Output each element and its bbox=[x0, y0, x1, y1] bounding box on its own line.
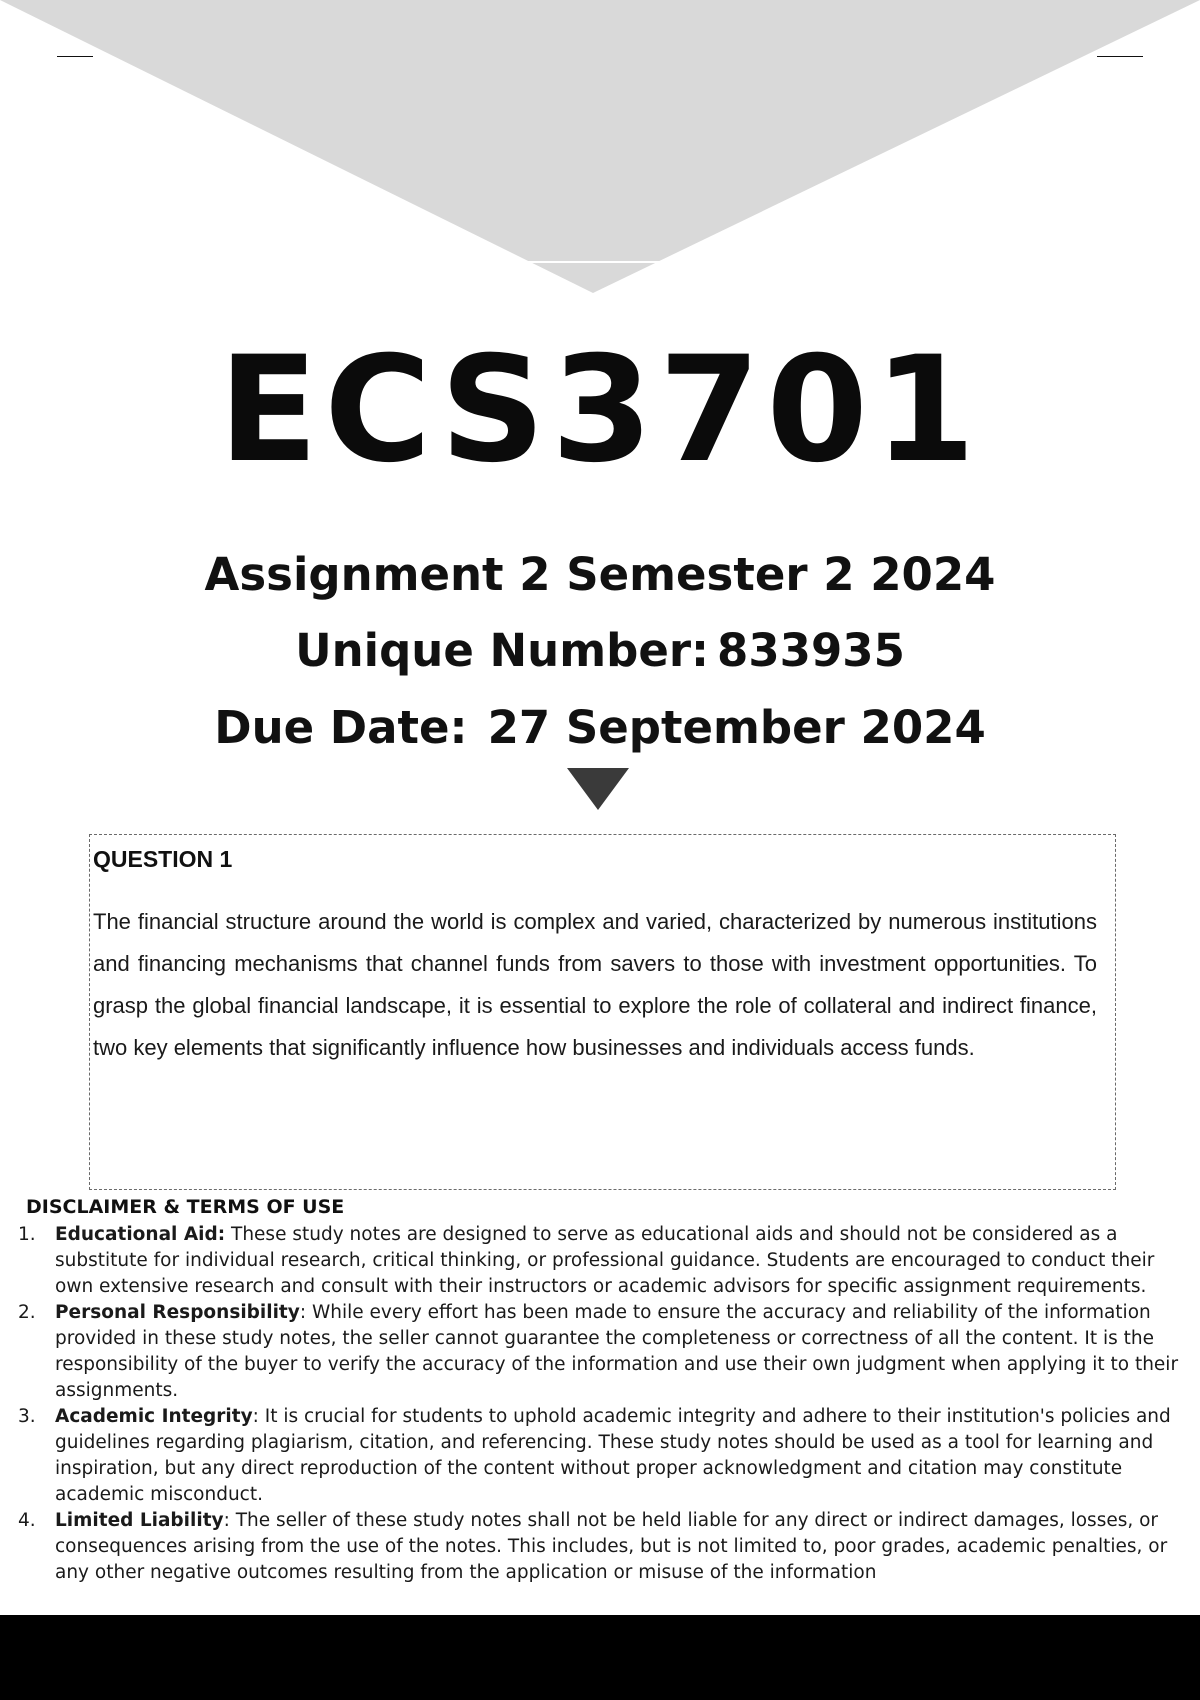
disclaimer-heading: DISCLAIMER & TERMS OF USE bbox=[26, 1196, 345, 1218]
question-body: The financial structure around the world is complex and varied, characterized by numerous institutions and financing mechanisms that channel funds from savers to those with investment opportunities. To grasp the global financial landscape, it is essential to explore the role of collateral and indirect finance, two key elements that significantly influence how businesses and individuals access funds. bbox=[93, 909, 1097, 1060]
unique-number-label: Unique Number: bbox=[295, 624, 710, 677]
disclaimer-item-text: : The seller of these study notes shall not be held liable for any direct or indirect damages, losses, or consequences arising from the use of the notes. This includes, but is not limited to, poor grades, academic penalties, or any other negative outcomes resulting from the application or misuse of the information bbox=[55, 1510, 1168, 1583]
corner-rule-left bbox=[57, 56, 93, 57]
disclaimer-list bbox=[18, 1222, 1188, 1586]
bottom-bar bbox=[0, 1615, 1200, 1700]
disclaimer-item-term: Educational Aid: bbox=[55, 1224, 226, 1245]
corner-rule-right bbox=[1097, 56, 1143, 57]
triangle-down-icon bbox=[567, 768, 629, 810]
disclaimer-section bbox=[18, 1195, 1188, 1586]
due-date-line bbox=[0, 698, 1200, 758]
due-date-label: Due Date: bbox=[214, 701, 468, 754]
due-date-value: 27 September 2024 bbox=[487, 701, 986, 754]
question-box bbox=[89, 834, 1116, 1190]
disclaimer-item-text: : While every effort has been made to ensure the accuracy and reliability of the information provided in these study notes, the seller cannot guarantee the completeness or correctness of all the content. It is the responsibility of the buyer to verify the accuracy of the information and use their own judgment when applying it to their assignments. bbox=[55, 1302, 1179, 1401]
header-chevron-banner bbox=[0, 0, 1200, 300]
disclaimer-item-term: Limited Liability bbox=[55, 1510, 224, 1531]
disclaimer-item-text: : It is crucial for students to uphold academic integrity and adhere to their institution's policies and guidelines regarding plagiarism, citation, and referencing. These study notes should be used as a tool for learning and inspiration, but any direct reproduction of the content without proper acknowledgment and citation may constitute academic misconduct. bbox=[55, 1406, 1171, 1505]
question-title: QUESTION 1 bbox=[93, 846, 233, 872]
course-code-title: ECS3701 bbox=[218, 325, 982, 495]
disclaimer-item-number: 3. bbox=[18, 1406, 36, 1427]
disclaimer-item bbox=[18, 1508, 1188, 1586]
disclaimer-item bbox=[18, 1300, 1188, 1404]
disclaimer-item bbox=[18, 1222, 1188, 1300]
disclaimer-item-number: 1. bbox=[18, 1224, 36, 1245]
disclaimer-item-term: Personal Responsibility bbox=[55, 1302, 300, 1323]
disclaimer-item-number: 2. bbox=[18, 1302, 36, 1323]
assignment-line: Assignment 2 Semester 2 2024 bbox=[204, 548, 996, 601]
disclaimer-item-number: 4. bbox=[18, 1510, 36, 1531]
unique-number-line bbox=[0, 621, 1200, 681]
unique-number-value: 833935 bbox=[717, 624, 905, 677]
disclaimer-item-text: These study notes are designed to serve as educational aids and should not be considered as a substitute for individual research, critical thinking, or professional guidance. Students are encouraged to conduct their own extensive research and consult with their instructors or academic advisors for specific assignment requirements. bbox=[55, 1224, 1155, 1297]
disclaimer-item-term: Academic Integrity bbox=[55, 1406, 253, 1427]
disclaimer-item bbox=[18, 1404, 1188, 1508]
